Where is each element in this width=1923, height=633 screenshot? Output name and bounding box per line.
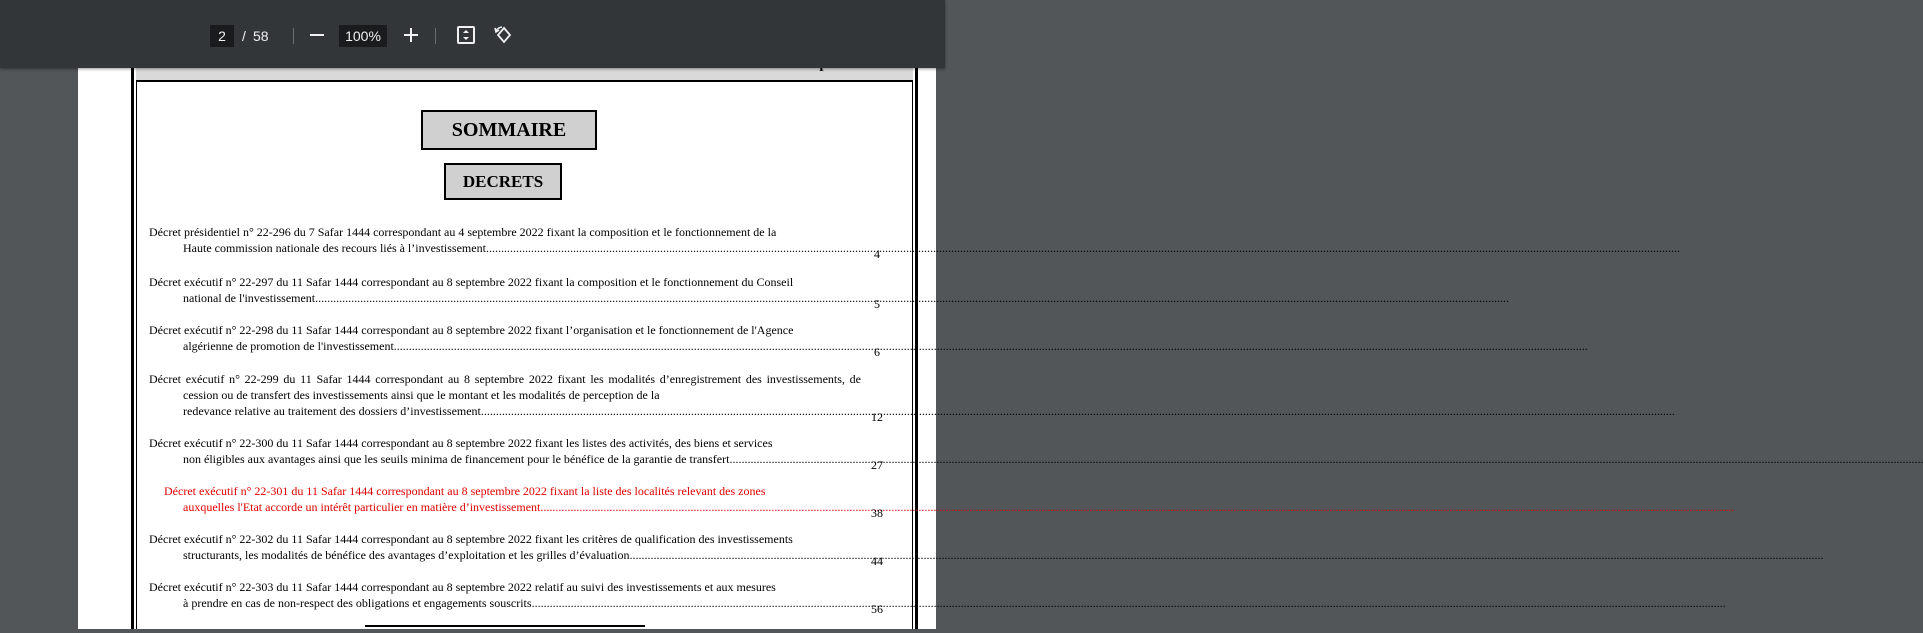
dot-leader — [532, 595, 1726, 611]
dot-leader — [481, 403, 1675, 419]
entry-last-line: à prendre en cas de non-respect des obligations et engagements souscrits — [183, 596, 532, 610]
entry-page-number: 6 — [874, 345, 880, 359]
entry-last-line: auxquelles l'Etat accorde un intérêt particulier en matière d’investissement — [183, 500, 541, 514]
dot-leader — [315, 290, 1509, 306]
zoom-input[interactable]: 100% — [339, 25, 387, 47]
pdf-toolbar — [0, 0, 945, 68]
entry-page-number: 56 — [871, 602, 883, 616]
toc-entry — [149, 274, 889, 311]
toc-entry-highlighted — [164, 483, 889, 520]
rotate-icon — [493, 25, 513, 45]
page-separator: / — [242, 28, 246, 44]
toolbar-divider — [293, 28, 294, 44]
fit-page-icon — [456, 25, 476, 45]
zoom-out-button[interactable] — [304, 22, 330, 48]
toc-entry — [149, 435, 889, 472]
minus-icon — [309, 27, 325, 43]
entry-page-number: 44 — [871, 554, 883, 568]
page-number-input[interactable]: 2 — [210, 25, 234, 47]
pdf-page — [78, 68, 936, 629]
toc-entry — [149, 579, 889, 616]
entry-last-line: non éligibles aux avantages ainsi que les seuils minima de financement pour le bénéfice de la garantie de transfert — [183, 452, 730, 466]
fit-page-button[interactable] — [453, 22, 479, 48]
toc-entry — [149, 371, 889, 424]
dot-leader — [540, 499, 1734, 515]
entry-last-line: national de l'investissement — [183, 291, 316, 305]
entry-page-number: 5 — [874, 297, 880, 311]
entry-first-line: Décret exécutif n° 22-297 du 11 Safar 1444 correspondant au 8 septembre 2022 fixant la composition et le fonctionnement du Conseil — [149, 275, 794, 289]
entry-first-line: Décret présidentiel n° 22-296 du 7 Safar 1444 correspondant au 4 septembre 2022 fixant la composition et le fonctionnement de la — [149, 225, 777, 239]
entry-page-number: 12 — [871, 410, 883, 424]
toc-entry — [149, 531, 889, 568]
toc-entry — [149, 224, 889, 261]
entry-first-line: Décret exécutif n° 22-303 du 11 Safar 1444 correspondant au 8 septembre 2022 relatif au suivi des investissements et aux mesures — [149, 580, 776, 594]
dot-leader — [729, 451, 1923, 467]
dot-leader — [630, 547, 1824, 563]
entry-first-line: Décret exécutif n° 22-299 du 11 Safar 1444 correspondant au 8 septembre 2022 fixant les modalités d’enregistrement des investissements, de cession ou de transfert des investissements ainsi que le montant et les modalités de perception de la — [149, 372, 861, 402]
dot-leader — [486, 240, 1680, 256]
entry-first-line: Décret exécutif n° 22-298 du 11 Safar 1444 correspondant au 8 septembre 2022 fixant l’organisation et le fonctionnement de l'Agence — [149, 323, 794, 337]
total-pages: 58 — [253, 28, 269, 44]
toc-entry — [149, 322, 889, 359]
entry-page-number: 4 — [874, 247, 880, 261]
next-section-box — [365, 625, 645, 633]
rotate-button[interactable] — [490, 22, 516, 48]
entry-last-line: structurants, les modalités de bénéfice des avantages d’exploitation et les grilles d’évaluation — [183, 548, 630, 562]
entry-last-line: Haute commission nationale des recours liés à l’investissement — [183, 241, 486, 255]
entry-first-line: Décret exécutif n° 22-302 du 11 Safar 1444 correspondant au 8 septembre 2022 fixant les critères de qualification des investissements — [149, 532, 793, 546]
page-header — [136, 68, 913, 82]
plus-icon — [403, 27, 419, 43]
sommaire-title: SOMMAIRE — [421, 110, 597, 150]
entry-page-number: 27 — [871, 458, 883, 472]
entry-last-line: redevance relative au traitement des dossiers d’investissement — [183, 404, 481, 418]
entry-first-line: Décret exécutif n° 22-300 du 11 Safar 1444 correspondant au 8 septembre 2022 fixant les listes des activités, des biens et services — [149, 436, 773, 450]
toolbar-divider — [435, 28, 436, 44]
zoom-in-button[interactable] — [398, 22, 424, 48]
entry-first-line: Décret exécutif n° 22-301 du 11 Safar 1444 correspondant au 8 septembre 2022 fixant la liste des localités relevant des zones — [164, 484, 766, 498]
document-viewer[interactable] — [0, 68, 945, 629]
dot-leader — [394, 338, 1588, 354]
decrets-subtitle: DECRETS — [444, 163, 562, 200]
entry-page-number: 38 — [871, 506, 883, 520]
entry-last-line: algérienne de promotion de l'investissement — [183, 339, 394, 353]
